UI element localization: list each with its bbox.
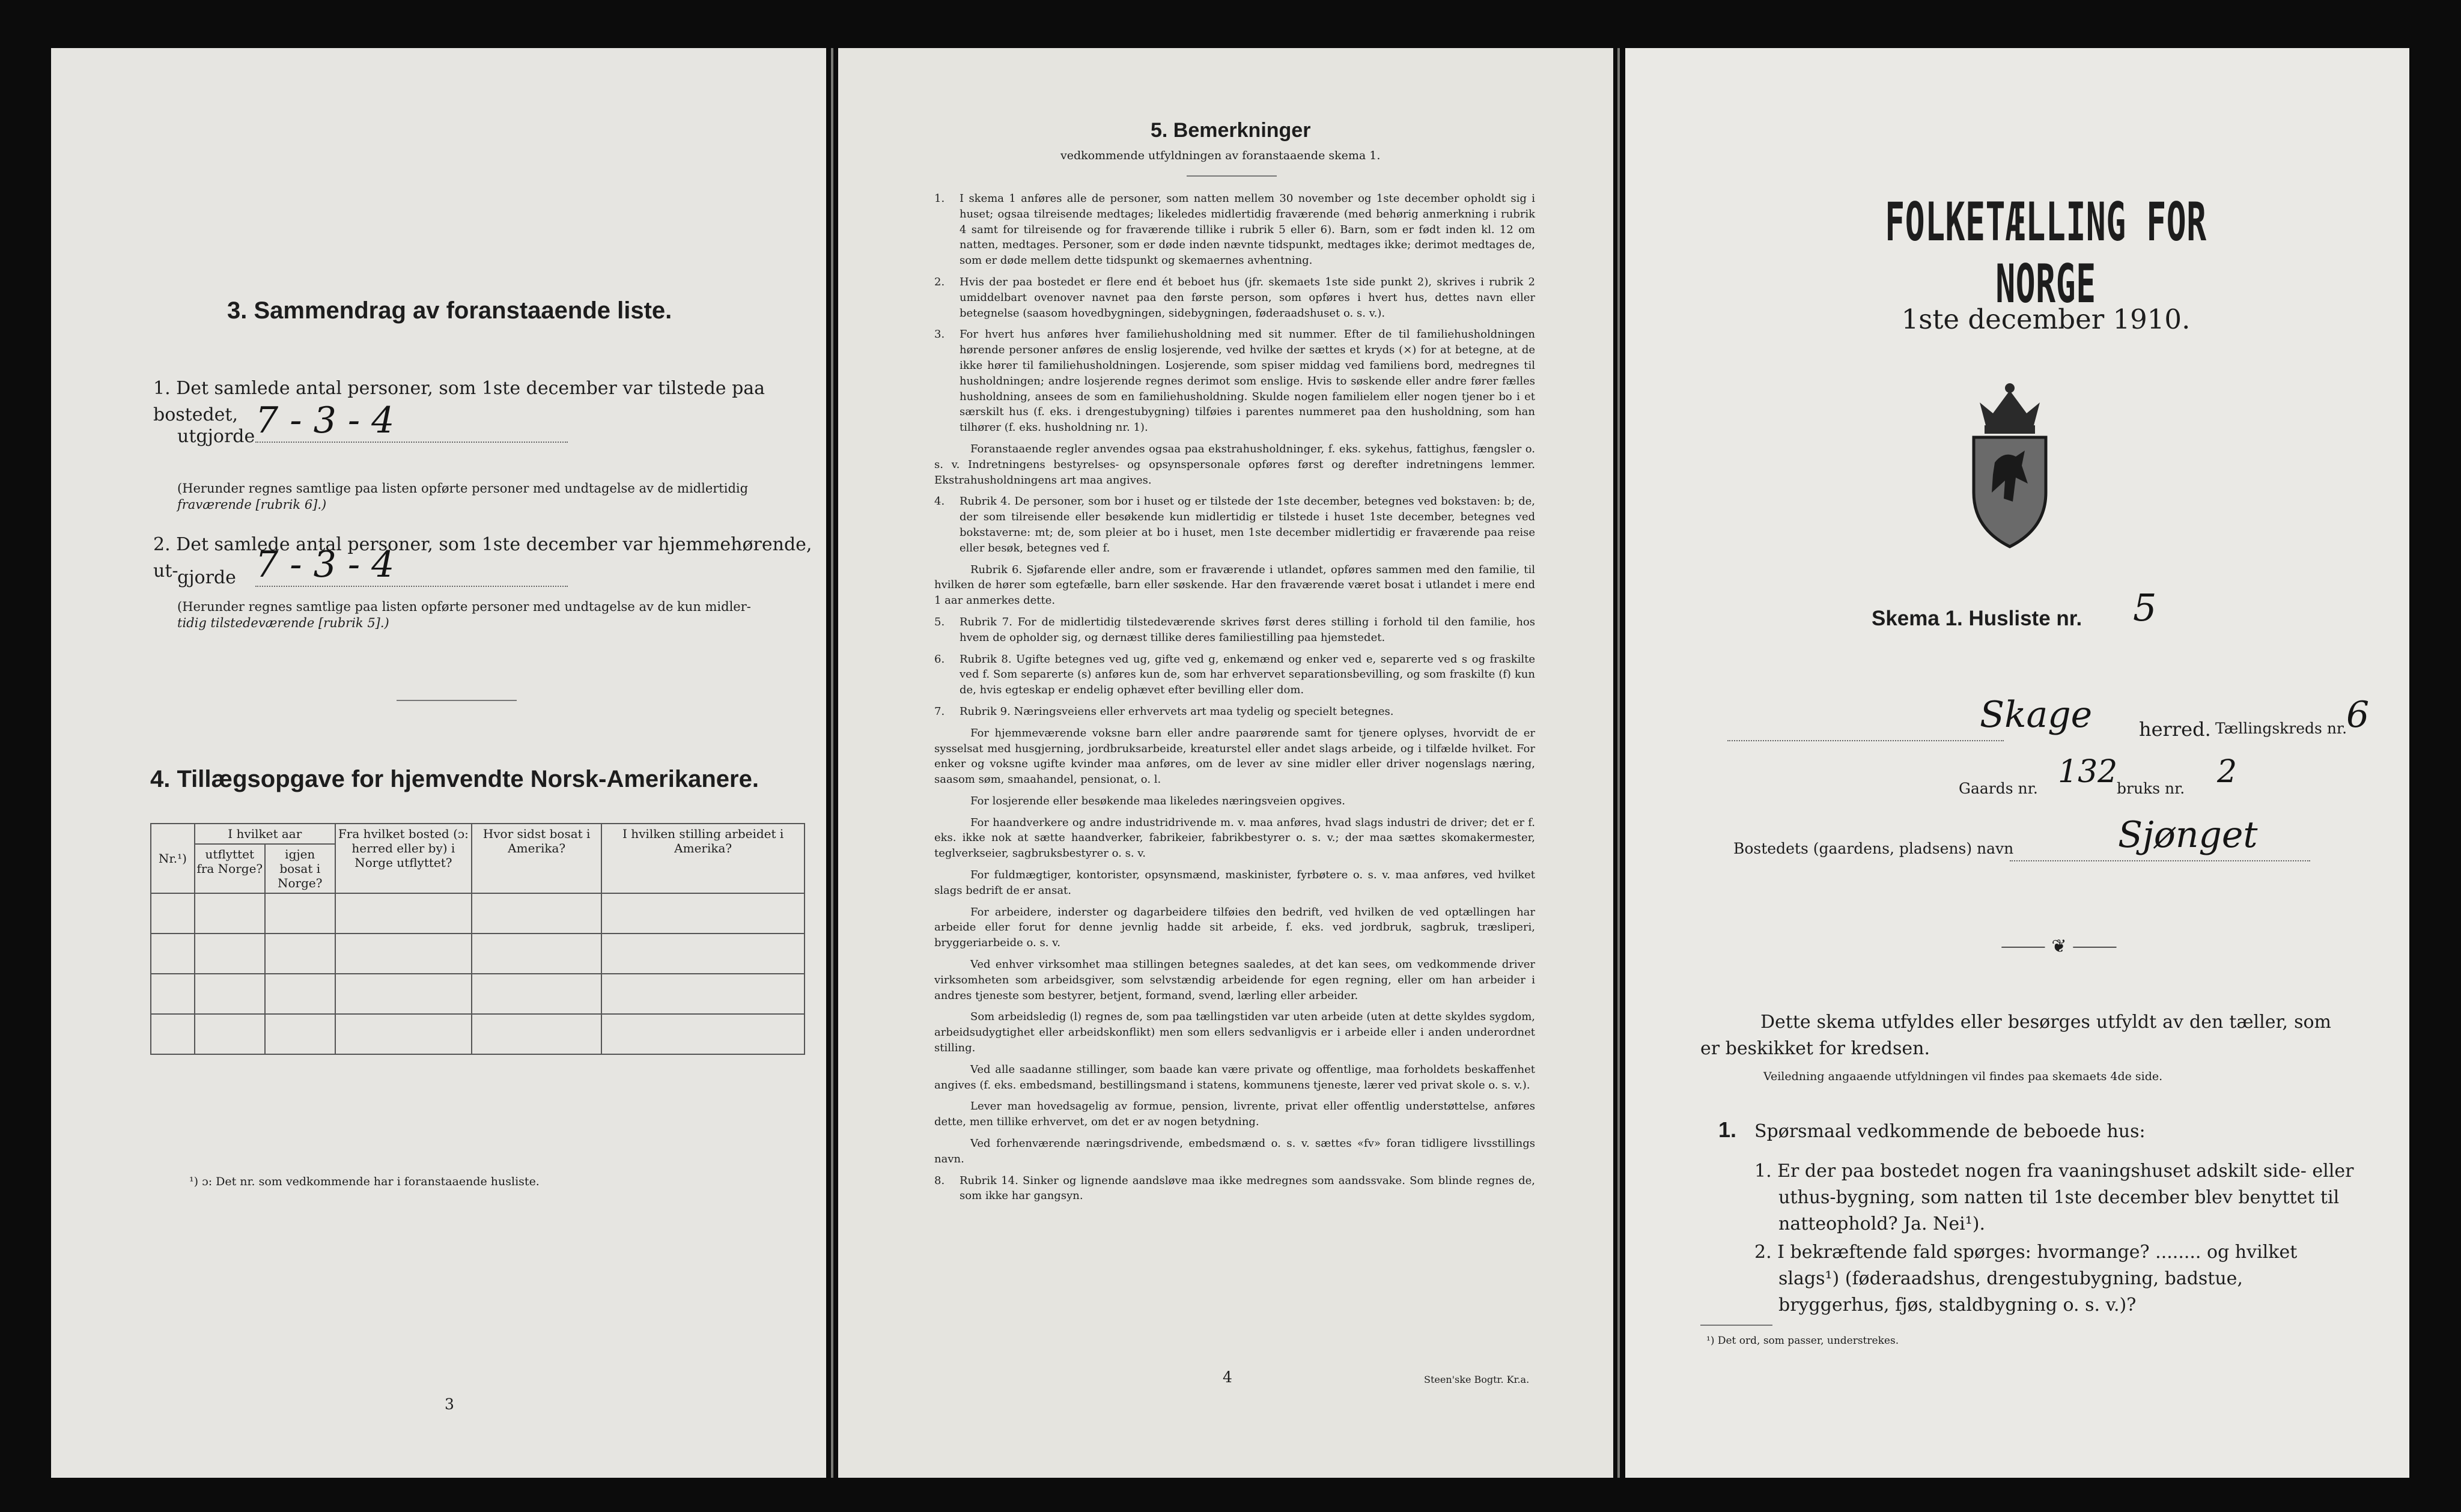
section-3-title: 3. Sammendrag av foranstaaende liste. <box>227 297 672 324</box>
remark-number: 5. <box>934 615 945 628</box>
summary-item-2-note <box>177 599 838 631</box>
remark-text: For hvert hus anføres hver familiehusholdning med sit nummer. Efter de til familiehusholdningen hørende personer anføres de enslig losjerende, ved hvilke der sættes et kryds (×) for at betegne, at de ikke hører til familiehusholdningen. Losjerende, som spiser middag ved familiens bord, medregnes til husholdningen; andre losjerende regnes derimot som enslige. Hvis to søskende eller andre fører fælles husholdning, ansees de som en familiehusholdning. Skulde nogen familielem eller nogen tjener bo i et særskilt hus (f. eks. i drengestubygning) tilføies i parentes nummeret paa den husholdning, som han tilhører (f. eks. husholdning nr. 1). <box>960 328 1535 434</box>
remark-item <box>934 1136 1535 1167</box>
summary-item-1-note <box>177 481 838 513</box>
remark-text: Ved forhenværende næringsdrivende, embedsmænd o. s. v. sættes «fv» foran tidligere livsstillings navn. <box>934 1137 1535 1165</box>
remark-text: Som arbeidsledig (l) regnes de, som paa tællingstiden var uten arbeide (uten at dette skyldes sygdom, arbeidsudygtighet eller arbeidskonflikt) men som ellers sedvanligvis er i arbeide eller i anden underordnet stilling. <box>934 1010 1535 1055</box>
summary-item-1-line: 1. Det samlede antal personer, som 1ste december var tilstede paa bostedet, <box>153 378 765 425</box>
remark-text: For fuldmægtiger, kontorister, opsynsmænd, maskinister, fyrbøtere o. s. v. maa anføres, ved hvilket slags bedrift de er ansat. <box>934 869 1535 897</box>
remark-item <box>934 1173 1535 1204</box>
summary-item-1-utgjorde: utgjorde <box>177 426 255 447</box>
bruks-label: bruks nr. <box>2117 780 2185 797</box>
remark-item <box>934 1099 1535 1130</box>
remark-item <box>934 191 1535 269</box>
footnote-rule <box>1700 1325 1772 1326</box>
remark-text: Hvis der paa bostedet er flere end ét beboet hus (jfr. skemaets 1ste side punkt 2), skrives i rubrik 2 umiddelbart ovenover navnet paa den første person, som opføres i hvert hus, dettes navn eller betegnelse (saasom hovedbygningen, sidebygningen, føderaadshuset o. s. v.). <box>960 275 1535 320</box>
table-row <box>151 934 805 974</box>
table-row <box>151 893 805 934</box>
remark-item <box>934 867 1535 899</box>
remark-number: 1. <box>934 192 945 205</box>
skema-label: Skema 1. Husliste nr. <box>1872 607 2082 630</box>
summary-item-1-note-1: (Herunder regnes samtlige paa listen opførte personer med undtagelse av de midlertidig <box>177 481 749 496</box>
spine <box>831 48 833 1478</box>
remark-text: Rubrik 9. Næringsveiens eller erhvervets art maa tydelig og specielt betegnes. <box>960 705 1394 718</box>
coat-of-arms-icon <box>1956 378 2064 553</box>
remark-item <box>934 494 1535 556</box>
summary-item-2-note-1: (Herunder regnes samtlige paa listen opførte personer med undtagelse av de kun midler- <box>177 600 751 614</box>
census-title: FOLKETÆLLING FOR NORGE <box>1885 191 2207 315</box>
page-4-title: 5. Bemerkninger <box>1151 119 1311 142</box>
summary-item-2-note-2: tidig tilstedeværende [rubrik 5].) <box>177 616 389 630</box>
remark-text: I skema 1 anføres alle de personer, som natten mellem 30 november og 1ste december opholdt sig i huset; ogsaa tilreisende medtages; likeledes midlertidig fraværende (med behørig anmerkning i rubrik 4 samt for tilreisende og for fraværende tillike i rubrik 5 eller 6). Barn, som er født inden kl. 12 om natten, medtages. Personer, som er døde inden nævnte tidspunkt, medtages ikke; derimot medtages de, som er døde mellem dette tidspunkt og skemaernes avhentning. <box>960 192 1535 267</box>
remark-item <box>934 704 1535 720</box>
remark-text: Foranstaaende regler anvendes ogsaa paa ekstrahusholdninger, f. eks. sykehus, fattighus, fængsler o. s. v. Indretningens bestyrelses- og opsynspersonale opføres først og derefter indretningens lemmer. Ekstrahusholdningens art maa angives. <box>934 442 1535 487</box>
intro-text: Dette skema utfyldes eller besørges utfyldt av den tæller, som er beskikket for kredsen. <box>1700 1012 2331 1059</box>
bruks-value: 2 <box>2217 754 2237 790</box>
table-row <box>151 974 805 1014</box>
remark-number: 6. <box>934 652 945 666</box>
kreds-value: 6 <box>2346 694 2370 736</box>
th-igjen: igjen bosat i Norge? <box>265 844 335 893</box>
summary-item-1-value: 7 - 3 - 4 <box>255 399 568 443</box>
remark-item <box>934 275 1535 321</box>
remark-text: Rubrik 6. Sjøfarende eller andre, som er fraværende i utlandet, opføres sammen med den familie, til hvilken de hører som egtefælle, barn eller søskende. Har den fraværende været bosat i utlandet i mere end 1 aar anmerkes dette. <box>934 563 1535 607</box>
remark-item <box>934 957 1535 1003</box>
printer-mark: Steen'ske Bogtr. Kr.a. <box>1424 1374 1530 1385</box>
title-rule <box>1187 175 1277 177</box>
remark-text: Ved enhver virksomhet maa stillingen betegnes saaledes, at det kan sees, om vedkommende driver virksomheten som arbeidsgiver, som selvstændig arbeidende for egen regning, eller om han arbeider i andres tjeneste som bestyrer, betjent, formand, svend, lærling eller arbeider. <box>934 958 1535 1002</box>
question-title: Spørsmaal vedkommende de beboede hus: <box>1754 1121 2146 1142</box>
census-date: 1ste december 1910. <box>1901 303 2191 335</box>
bosted-value: Sjønget <box>2118 814 2258 856</box>
spine <box>1617 48 1620 1478</box>
remark-item <box>934 794 1535 809</box>
th-hvor-sidst: Hvor sidst bosat i Amerika? <box>472 824 601 893</box>
question-1: 1. Er der paa bostedet nogen fra vaaningshuset adskilt side- eller uthus-bygning, som natten til 1ste december blev benyttet til natteophold? Ja. Nei¹). <box>1754 1161 2354 1234</box>
page-4-number: 4 <box>1223 1368 1232 1386</box>
page-3 <box>51 48 826 1478</box>
remark-item <box>934 726 1535 788</box>
page-3-number: 3 <box>445 1395 454 1413</box>
th-utflyttet: utflyttet fra Norge? <box>195 844 265 893</box>
remark-text: For arbeidere, inderster og dagarbeidere tilføies den bedrift, ved hvilken de ved optællingen har arbeide eller forut for denne jevnlig hadde sit arbeide, f. eks. ved jordbruk, sagbruk, træsliperi, bryggeriarbeide o. s. v. <box>934 905 1535 950</box>
remark-text: Rubrik 8. Ugifte betegnes ved ug, gifte ved g, enkemænd og enker ved e, separerte ved s og fraskilte ved f. Som separerte (s) anføres kun de, som har erhvervet separationsbevilling, og som fraskilte (f) kun de, hvis egteskap er endelig ophævet efter bevilling eller dom. <box>960 652 1535 697</box>
divider <box>397 700 517 701</box>
remark-text: Rubrik 14. Sinker og lignende aandsløve maa ikke medregnes som aandssvake. Som blinde regnes de, som ikke har gangsyn. <box>960 1174 1535 1203</box>
page-4 <box>838 48 1613 1478</box>
th-fra-bosted: Fra hvilket bosted (ɔ: herred eller by) i Norge utflyttet? <box>335 824 472 893</box>
question-number: 1. <box>1718 1117 1737 1142</box>
gaards-label: Gaards nr. <box>1959 780 2038 797</box>
norsk-amerikanere-table <box>150 823 805 1055</box>
page-1-footnote: ¹) Det ord, som passer, understrekes. <box>1706 1335 1899 1347</box>
ornament-icon: ⸻ ❦ ⸻ <box>2001 936 2117 957</box>
remarks-list <box>934 191 1535 1210</box>
remark-item <box>934 905 1535 951</box>
intro-note: Veiledning angaaende utfyldningen vil findes paa skemaets 4de side. <box>1763 1070 2163 1083</box>
remark-text: For losjerende eller besøkende maa likeledes næringsveien opgives. <box>970 794 1345 807</box>
remark-item <box>934 815 1535 861</box>
gaards-value: 132 <box>2058 754 2118 790</box>
page-3-footnote: ¹) ɔ: Det nr. som vedkommende har i foranstaaende husliste. <box>189 1175 540 1188</box>
summary-item-2-value: 7 - 3 - 4 <box>255 544 568 587</box>
page-4-subtitle: vedkommende utfyldningen av foranstaaende skema 1. <box>1060 149 1381 162</box>
remark-text: Lever man hovedsagelig av formue, pension, livrente, privat eller offentlig understøttelse, anføres dette, men tillike erhvervet, om det er av nogen betydning. <box>934 1100 1535 1129</box>
remark-item <box>934 442 1535 488</box>
remark-text: Rubrik 7. For de midlertidig tilstedeværende skrives først deres stilling i forhold til den familie, hos hvem de opholder sig, og dernæst tillike deres familiestilling paa hjemstedet. <box>960 615 1535 644</box>
section-4-title: 4. Tillægsopgave for hjemvendte Norsk-Amerikanere. <box>150 766 759 792</box>
page-1 <box>1625 48 2409 1478</box>
th-group: I hvilket aar <box>195 824 335 844</box>
remark-text: For hjemmeværende voksne barn eller andre paarørende samt for tjenere oplyses, hvorvidt de er sysselsat med husgjerning, jordbruksarbeide, kreaturstel eller andet slags arbeide, og i tilfælde hvilket. For enker og voksne ugifte kvinder maa anføres, om de lever av sine midler eller driver nogenslags næring, saasom søm, smaahandel, pensionat, o. l. <box>934 726 1535 786</box>
kreds-label: Tællingskreds nr. <box>2215 720 2347 737</box>
remark-item <box>934 615 1535 646</box>
table-row <box>151 1014 805 1054</box>
herred-value: Skage <box>1980 694 2093 736</box>
remark-number: 4. <box>934 495 945 508</box>
bosted-label: Bostedets (gaardens, pladsens) navn <box>1733 840 2014 857</box>
remark-item <box>934 1062 1535 1093</box>
herred-label: herred. <box>2139 718 2211 741</box>
husliste-nr: 5 <box>2133 586 2157 630</box>
summary-item-2-utgjorde: gjorde <box>177 567 236 588</box>
remark-text: Rubrik 4. De personer, som bor i huset og er tilstede der 1ste december, betegnes ved bokstaven: b; de, der som tilreisende eller besøkende kun midlertidig er tilstede i huset 1ste december, betegnes ved bokstaverne: mt; de, som pleier at bo i huset, men 1ste december midlertidig er fraværende paa reise eller besøk, betegnes ved f. <box>960 495 1535 554</box>
remark-text: Ved alle saadanne stillinger, som baade kan være private og offentlige, maa forholdets beskaffenhet angives (f. eks. embedsmand, bestillingsmand i statens, kommunens tjeneste, lærer ved privat skole o. s. v.). <box>934 1063 1535 1091</box>
th-stilling: I hvilken stilling arbeidet i Amerika? <box>601 824 805 893</box>
remark-item <box>934 652 1535 698</box>
remark-number: 2. <box>934 275 945 288</box>
question-2: 2. I bekræftende fald spørges: hvormange? ........ og hvilket slags¹) (føderaadshus, drengestubygning, badstue, bryggerhus, fjøs, staldbygning o. s. v.)? <box>1754 1242 2298 1316</box>
remark-text: For haandverkere og andre industridrivende m. v. maa anføres, hvad slags industri de driver; det er f. eks. ikke nok at sætte haandverker, fabrikeier, fabrikbestyrer o. s. v.; der maa sættes skomakermester, teglverkseier, sagbruksbestyrer o. s. v. <box>934 816 1535 860</box>
remark-number: 3. <box>934 328 945 341</box>
herred-line <box>1727 739 2004 741</box>
summary-item-1-note-2: fraværende [rubrik 6].) <box>177 497 327 512</box>
remark-item <box>934 327 1535 436</box>
remark-item <box>934 562 1535 609</box>
bosted-line <box>2010 859 2310 861</box>
summary-item-2-line: 2. Det samlede antal personer, som 1ste december var hjemmehørende, ut- <box>153 534 812 581</box>
remark-number: 7. <box>934 705 945 718</box>
remark-item <box>934 1009 1535 1055</box>
th-nr: Nr.¹) <box>151 824 195 893</box>
remark-number: 8. <box>934 1174 945 1187</box>
